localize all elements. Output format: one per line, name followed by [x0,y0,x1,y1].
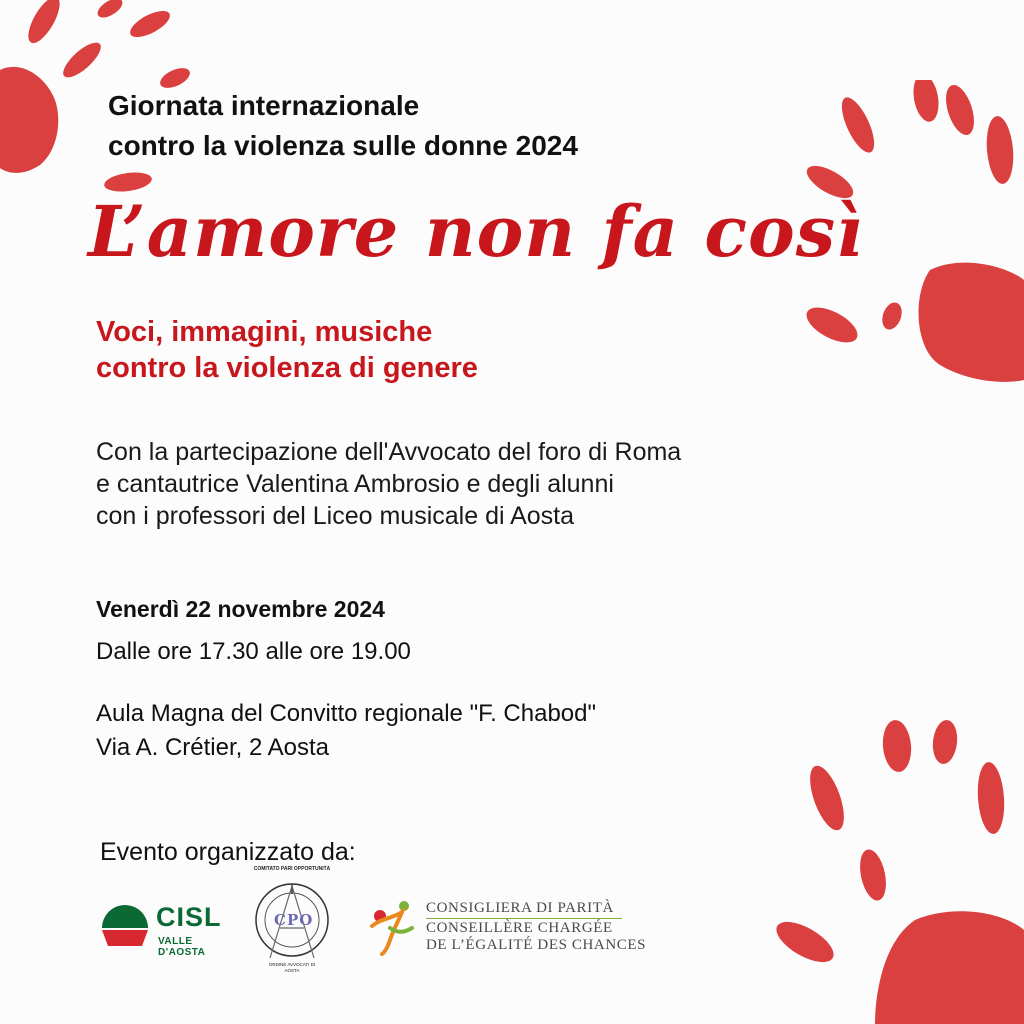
cisl-region: VALLE D'AOSTA [158,936,206,958]
consigliera-text [426,900,646,954]
subtitle-line2: contro la violenza di genere [96,352,478,384]
cpo-bottom-text: ORDINE AVVOCATI DI AOSTA [268,962,316,973]
consigliera-divider [426,918,622,919]
handprint-bottom-right [765,720,1024,1024]
consigliera-figure-icon [368,898,418,956]
cisl-emblem-icon [100,902,150,948]
event-heading-line2: contro la violenza sulle donne 2024 [108,130,578,161]
event-subtitle [96,314,478,386]
slogan-title: L’amore non fa così [88,190,864,273]
event-heading [108,86,578,166]
event-date: Venerdì 22 novembre 2024 [96,596,385,622]
cpo-initials: CPO [274,911,314,929]
venue-name: Aula Magna del Convitto regionale "F. Chabod" [96,700,597,727]
organizers-label: Evento organizzato da: [100,838,356,866]
cisl-name: CISL [156,902,222,932]
event-time: Dalle ore 17.30 alle ore 19.00 [96,638,411,665]
description-line1: Con la partecipazione dell'Avvocato del foro di Roma [96,438,682,466]
consigliera-line3: DE L’ÉGALITÉ DES CHANCES [426,937,647,953]
description-line2: e cantautrice Valentina Ambrosio e degli alunni [96,470,614,498]
cisl-logo [100,900,240,958]
consigliera-logo [368,898,647,958]
consigliera-line2: CONSEILLÈRE CHARGÉE [426,920,613,936]
event-heading-line1: Giornata internazionale [108,90,420,121]
consigliera-line1: CONSIGLIERA DI PARITÀ [426,900,614,916]
cpo-logo [252,866,332,974]
subtitle-line1: Voci, immagini, musiche [96,316,433,348]
venue-address: Via A. Crétier, 2 Aosta [96,734,330,761]
event-venue [96,697,596,765]
cpo-ring-text: COMITATO PARI OPPORTUNITÀ [253,866,331,872]
description-line3: con i professori del Liceo musicale di Aosta [96,502,575,530]
event-description [96,436,681,532]
